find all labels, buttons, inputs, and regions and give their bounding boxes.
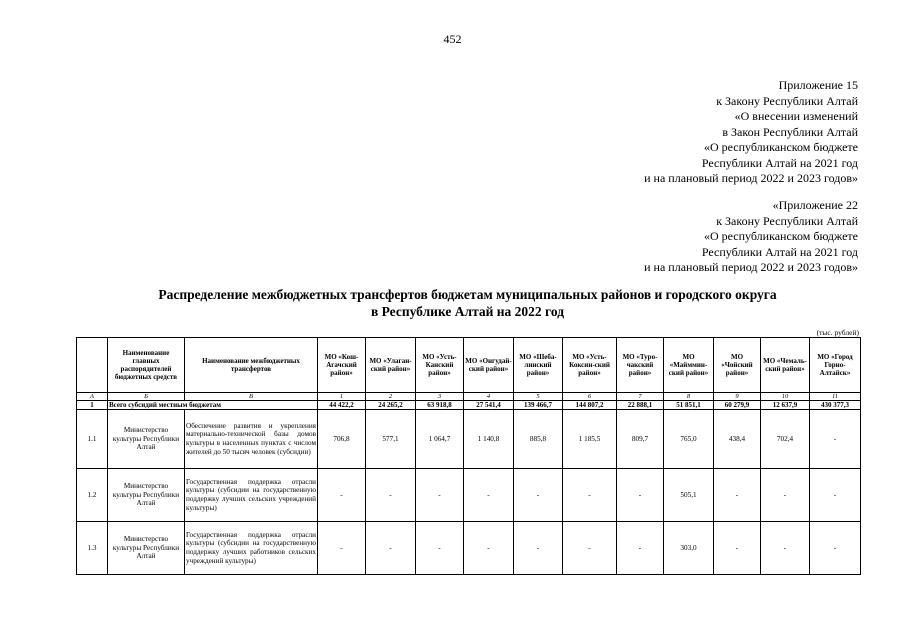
- value-cell: -: [714, 522, 761, 575]
- value-cell: 706,8: [318, 410, 366, 469]
- header-mo: МО «Онгудай-ский район»: [464, 338, 514, 393]
- value-cell: 505,1: [664, 469, 714, 522]
- value-cell: 438,4: [714, 410, 761, 469]
- ministry-name: Министерство культуры Республики Алтай: [108, 469, 185, 522]
- value-cell: -: [464, 469, 514, 522]
- appendix-line: Приложение 15: [778, 78, 858, 92]
- value-cell: -: [563, 469, 617, 522]
- value-cell: -: [464, 522, 514, 575]
- index-cell: 2: [366, 393, 416, 401]
- value-cell: -: [617, 522, 664, 575]
- value-cell: -: [761, 469, 810, 522]
- total-label: Всего субсидий местным бюджетам: [108, 401, 318, 410]
- total-value: 63 918,8: [416, 401, 464, 410]
- table-total-row: [77, 401, 861, 410]
- value-cell: 765,0: [664, 410, 714, 469]
- value-cell: 303,0: [664, 522, 714, 575]
- appendix-line: и на плановый период 2022 и 2023 годов»: [644, 171, 858, 185]
- index-cell: 6: [563, 393, 617, 401]
- index-cell: 11: [810, 393, 861, 401]
- value-cell: 1 064,7: [416, 410, 464, 469]
- total-value: 430 377,3: [810, 401, 861, 410]
- index-cell: В: [185, 393, 318, 401]
- appendix-line: в Закон Республики Алтай: [722, 124, 858, 139]
- value-cell: 702,4: [761, 410, 810, 469]
- table-header-row: [77, 338, 861, 393]
- row-number: 1.1: [77, 410, 108, 469]
- row-number: 1: [77, 401, 108, 410]
- appendix-22-header: [644, 198, 858, 276]
- appendix-line: к Закону Республики Алтай: [716, 93, 858, 108]
- value-cell: -: [514, 469, 563, 522]
- total-value: 22 888,1: [617, 401, 664, 410]
- units-label: (тыс. рублей): [816, 328, 859, 337]
- total-value: 27 541,4: [464, 401, 514, 410]
- total-value: 12 637,9: [761, 401, 810, 410]
- value-cell: -: [810, 410, 861, 469]
- appendix-line: «О внесении изменений: [734, 109, 858, 123]
- transfers-table: [76, 337, 861, 575]
- value-cell: -: [318, 522, 366, 575]
- appendix-line: «О республиканском бюджете: [703, 140, 858, 154]
- value-cell: -: [761, 522, 810, 575]
- header-admin: Наименование главных распорядителей бюджетных средств: [108, 338, 185, 393]
- header-mo: МО «Кош-Агачский район»: [318, 338, 366, 393]
- value-cell: 809,7: [617, 410, 664, 469]
- transfer-description: Обеспечение развития и укрепления материально-технической базы домов культуры в населенных пунктах с числом жителей до 50 тысяч человек (субсидии): [185, 410, 318, 469]
- index-cell: 5: [514, 393, 563, 401]
- table-row: [77, 410, 861, 469]
- header-mo: МО «Чойский район»: [714, 338, 761, 393]
- value-cell: -: [563, 522, 617, 575]
- total-value: 44 422,2: [318, 401, 366, 410]
- header-mo: МО «Усть-Канский район»: [416, 338, 464, 393]
- value-cell: 577,1: [366, 410, 416, 469]
- index-cell: 8: [664, 393, 714, 401]
- index-cell: 10: [761, 393, 810, 401]
- table-index-row: [77, 393, 861, 401]
- index-cell: А: [77, 393, 108, 401]
- transfer-description: Государственная поддержка отрасли культуры (субсидии на государственную поддержку лучших работников сельских учреждений культуры): [185, 522, 318, 575]
- value-cell: -: [810, 522, 861, 575]
- header-mo: МО «Шеба-линский район»: [514, 338, 563, 393]
- appendix-line: «О республиканском бюджете: [703, 229, 858, 243]
- transfer-description: Государственная поддержка отрасли культуры (субсидии на государственную поддержку лучших сельских учреждений культуры): [185, 469, 318, 522]
- index-cell: 4: [464, 393, 514, 401]
- header-transfer: Наименование межбюджетных трансфертов: [185, 338, 318, 393]
- table-row: [77, 522, 861, 575]
- header-empty: [77, 338, 108, 393]
- value-cell: -: [714, 469, 761, 522]
- table-row: [77, 469, 861, 522]
- appendix-line: Республики Алтай на 2021 год: [701, 155, 858, 170]
- ministry-name: Министерство культуры Республики Алтай: [108, 410, 185, 469]
- page-number: 452: [443, 32, 462, 46]
- document-title: [0, 286, 905, 320]
- total-value: 144 807,2: [563, 401, 617, 410]
- value-cell: 885,8: [514, 410, 563, 469]
- header-mo: МО «Чемаль-ский район»: [761, 338, 810, 393]
- header-mo: МО «Город Горно-Алтайск»: [810, 338, 861, 393]
- row-number: 1.3: [77, 522, 108, 575]
- index-cell: 3: [416, 393, 464, 401]
- header-mo: МО «Улаган-ский район»: [366, 338, 416, 393]
- header-mo: МО «Усть-Коксин-ский район»: [563, 338, 617, 393]
- total-value: 60 279,9: [714, 401, 761, 410]
- appendix-line: к Закону Республики Алтай: [716, 213, 858, 228]
- value-cell: -: [416, 469, 464, 522]
- value-cell: 1 185,5: [563, 410, 617, 469]
- value-cell: -: [366, 522, 416, 575]
- index-cell: 9: [714, 393, 761, 401]
- value-cell: -: [617, 469, 664, 522]
- ministry-name: Министерство культуры Республики Алтай: [108, 522, 185, 575]
- value-cell: -: [318, 469, 366, 522]
- total-value: 139 466,7: [514, 401, 563, 410]
- total-value: 24 265,2: [366, 401, 416, 410]
- header-mo: МО «Майммин-ский район»: [664, 338, 714, 393]
- appendix-line: и на плановый период 2022 и 2023 годов»: [644, 260, 858, 274]
- value-cell: 1 140,8: [464, 410, 514, 469]
- appendix-line: «Приложение 22: [772, 198, 858, 212]
- value-cell: -: [810, 469, 861, 522]
- value-cell: -: [416, 522, 464, 575]
- total-value: 51 851,1: [664, 401, 714, 410]
- value-cell: -: [366, 469, 416, 522]
- index-cell: 1: [318, 393, 366, 401]
- value-cell: -: [514, 522, 563, 575]
- title-line-1: Распределение межбюджетных трансфертов бюджетам муниципальных районов и городского округа: [158, 287, 777, 302]
- title-line-2: в Республике Алтай на 2022 год: [370, 304, 565, 319]
- header-mo: МО «Туро-чакский район»: [617, 338, 664, 393]
- appendix-15-header: [644, 78, 858, 187]
- index-cell: Б: [108, 393, 185, 401]
- index-cell: 7: [617, 393, 664, 401]
- appendix-line: Республики Алтай на 2021 год: [701, 244, 858, 259]
- row-number: 1.2: [77, 469, 108, 522]
